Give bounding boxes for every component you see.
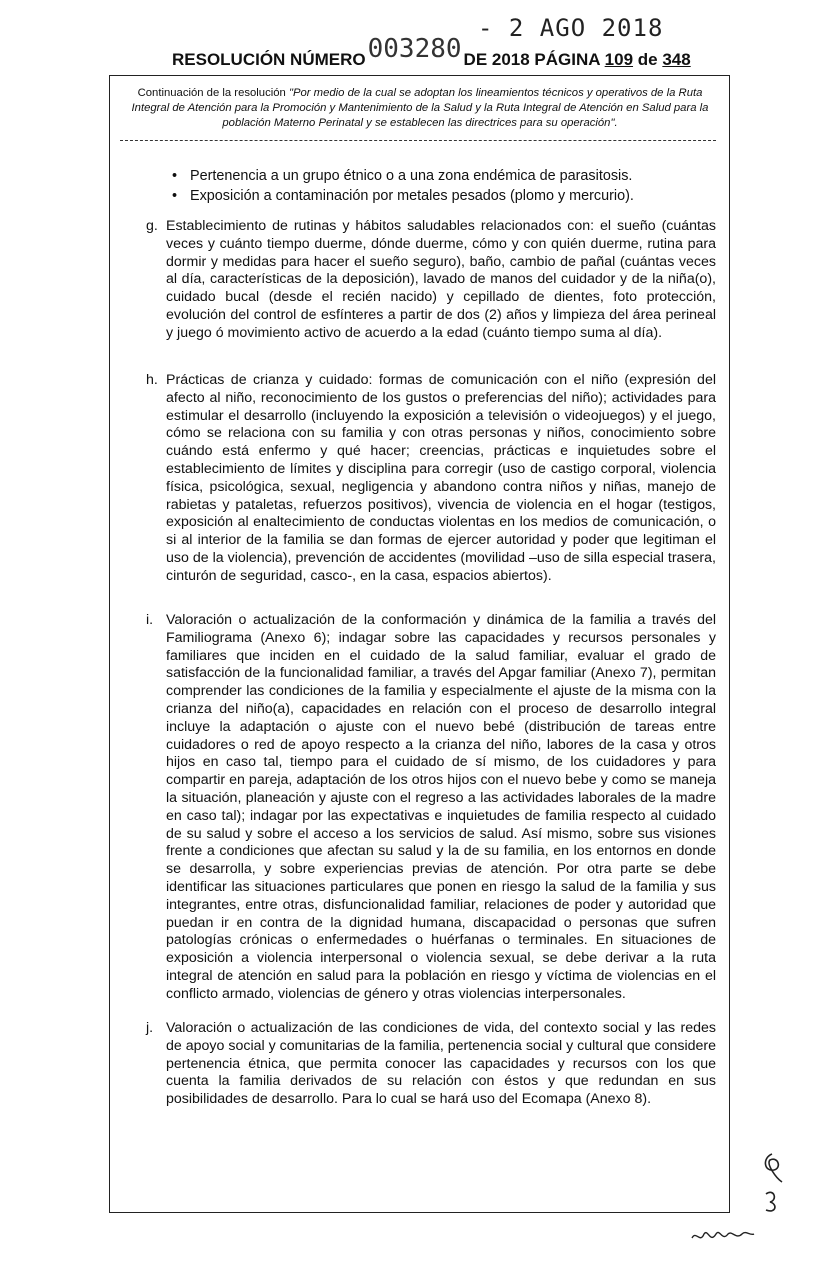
date-stamp: - 2 AGO 2018 [478, 14, 664, 42]
continuation-note [120, 86, 720, 131]
section-letter: j. [146, 1020, 154, 1036]
bullet-list [170, 166, 715, 206]
dashed-separator [120, 140, 716, 141]
page-total: 348 [662, 50, 691, 69]
continuation-lead: Continuación de la resolución [137, 87, 286, 99]
handwritten-initials [752, 1148, 792, 1218]
continuation-text: "Por medio de la cual se adoptan los lineamientos técnicos y operativos de la Ruta Integral de Atención para la Promoción y Mantenimiento de la Salud y la Ruta Integral de Atención en Salud para la población Materno Perinatal y se establecen las directrices para su operación". [131, 87, 709, 129]
list-item: • Exposición a contaminación por metales pesados (plomo y mercurio). [170, 186, 715, 206]
section-text: Valoración o actualización de la conformación y dinámica de la familia a través del Familiograma (Anexo 6); indagar sobre las capacidades y recursos personales y familiares que inciden en el cuidado de la salud familiar, evaluar el grado de satisfacción de la funcionalidad familiar, a través del Apgar familiar (Anexo 7), permitan comprender las condiciones de la familia y especialmente el ajuste de la misma con la crianza del niño(a), capacidades en relación con el proceso de desarrollo integral incluye la adaptación o ajuste con el nuevo bebé (distribución de tareas entre cuidadores o red de apoyo respecto a la crianza del niño, labores de la casa y otros hijos en caso tal, tiempo para el cuidado de sí mismo, de los cuidadores y para compartir en pareja, adaptación de los otros hijos con el nuevo bebe y como se maneja la situación, planeación y ajuste con el regreso a las actividades laborales de la madre en caso tal); indagar por las expectativas e inquietudes de familia respecto al cuidado de su salud y sobre el acceso a los servicios de salud. Así mismo, sobre sus visiones frente a condiciones que afectan su salud y la de su familia, en los entornos en donde se desarrolla, y sobre experiencias previas de atención. Por otra parte se debe identificar las situaciones particulares que ponen en riesgo la salud de la familia y sus integrantes, entre otras, disfuncionalidad familiar, relaciones de poder y autoridad que puedan ir en contra de la dignidad humana, discapacidad o personas que sufren patologías crónicas o enfermedades o huérfanas o terminales. En situaciones de exposición a violencia interpersonal o violencia sexual, se debe derivar a la ruta integral de atención en salud para la población en riesgo y víctima de violencias en el conflicto armado, violencias de género y otras violencias interpersonales. [166, 612, 716, 1002]
section-letter: h. [146, 372, 158, 388]
handwritten-signature [688, 1222, 758, 1252]
section-g [146, 218, 716, 343]
list-item: • Pertenencia a un grupo étnico o a una zona endémica de parasitosis. [170, 166, 715, 186]
section-text: Prácticas de crianza y cuidado: formas de comunicación con el niño (expresión del afecto al niño, reconocimiento de los gustos o preferencias del niño); actividades para estimular el desarrollo (incluyendo la exposición a televisión o videojuegos) y el juego, cómo se relaciona con su familia y con otras personas y niños, conocimiento sobre cuándo está enfermo y qué hacer; creencias, prácticas e inquietudes sobre el establecimiento de límites y disciplina para corregir (uso de castigo corporal, violencia física, psicológica, sexual, negligencia y abandono contra niños y niñas, manejo de rabietas y pataletas, refuerzos positivos), vivencia de violencia en el hogar (testigos, exposición al enaltecimiento de conductas violentas en los medios de comunicación, o si al interior de la familia se dan formas de ejercer autoridad y poder que legitiman el uso de la violencia), prevención de accidentes (movilidad –uso de silla especial trasera, cinturón de seguridad, casco-, en la casa, espacios abiertos). [166, 372, 716, 584]
section-h [146, 372, 716, 586]
section-letter: g. [146, 218, 158, 234]
header-prefix: RESOLUCIÓN NÚMERO [172, 50, 366, 69]
section-text: Valoración o actualización de las condiciones de vida, del contexto social y las redes de apoyo social y comunitarias de la familia, pertenencia social y cultural que considere pertenencia étnica, que permita conocer las capacidades y recursos con los que cuenta la familia derivados de su relación con éstos y que redundan en sus posibilidades de desarrollo. Para lo cual se hará uso del Ecomapa (Anexo 8). [166, 1020, 716, 1108]
page-of: de [637, 50, 658, 69]
section-i [146, 612, 716, 1004]
section-text: Establecimiento de rutinas y hábitos saludables relacionados con: el sueño (cuántas veces y cuánto tiempo duerme, dónde duerme, cómo y con quién duerme, rutina para dormir y medidas para hacer el sueño seguro), baño, cambio de pañal (cuántas veces al día, características de la deposición), lavado de manos del cuidador y de la niña(o), cuidado bucal (desde el recién nacido) y cepillado de dientes, foto protección, evolución del control de esfínteres a partir de dos (2) años y limpieza del área perineal y juego ó movimiento activo de acuerdo a la edad (cuánto tiempo suma al día). [166, 218, 716, 341]
resolution-header [172, 34, 691, 72]
header-year-page: DE 2018 PÁGINA [463, 50, 600, 69]
resolution-number: 003280 [367, 34, 462, 64]
section-j [146, 1020, 716, 1109]
page-number: 109 [604, 50, 634, 69]
section-letter: i. [146, 612, 154, 628]
